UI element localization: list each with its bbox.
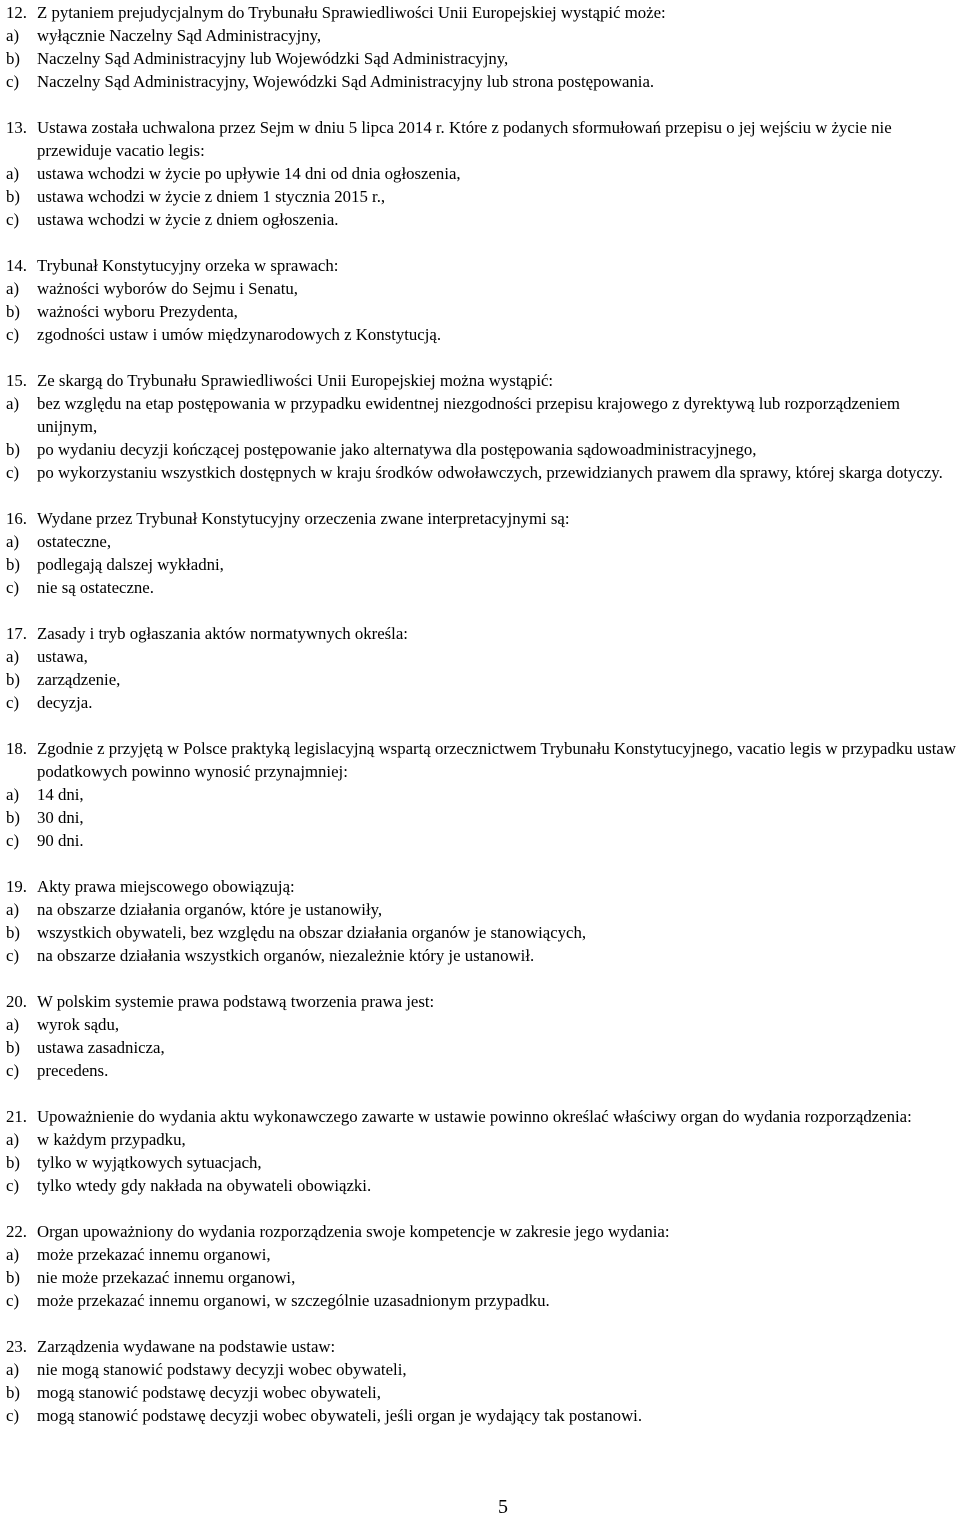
answer-option <box>6 162 960 185</box>
option-text: ważności wyboru Prezydenta, <box>37 302 238 321</box>
answer-option <box>6 1174 960 1197</box>
answer-option <box>6 461 960 484</box>
answer-option <box>6 553 960 576</box>
question-stem <box>6 875 960 898</box>
option-label: a) <box>6 1245 20 1264</box>
answer-option <box>6 530 960 553</box>
option-label: a) <box>6 1015 20 1034</box>
option-label: b) <box>6 808 20 827</box>
answer-option <box>6 438 960 461</box>
question-number: 20. <box>6 992 27 1011</box>
option-label: b) <box>6 1383 20 1402</box>
answer-option <box>6 323 960 346</box>
question-stem <box>6 990 960 1013</box>
question-number: 16. <box>6 509 27 528</box>
option-label: b) <box>6 1268 20 1287</box>
option-label: b) <box>6 555 20 574</box>
question-stem <box>6 369 960 392</box>
answer-option <box>6 668 960 691</box>
question-stem <box>6 507 960 530</box>
option-text: na obszarze działania organów, które je ustanowiły, <box>37 900 383 919</box>
option-label: c) <box>6 1291 20 1310</box>
question-text: Z pytaniem prejudycjalnym do Trybunału Sprawiedliwości Unii Europejskiej wystąpić może: <box>37 3 666 22</box>
answer-option <box>6 1059 960 1082</box>
option-text: po wykorzystaniu wszystkich dostępnych w kraju środków odwoławczych, przewidzianych prawem dla sprawy, której skarga dotyczy. <box>37 463 943 482</box>
question-stem <box>6 622 960 645</box>
option-label: a) <box>6 279 20 298</box>
answer-option <box>6 1036 960 1059</box>
question-stem <box>6 1220 960 1243</box>
answer-option <box>6 1381 960 1404</box>
question-item <box>6 116 960 231</box>
option-label: c) <box>6 831 20 850</box>
answer-option <box>6 1151 960 1174</box>
option-label: c) <box>6 210 20 229</box>
option-text: ustawa zasadnicza, <box>37 1038 165 1057</box>
option-text: po wydaniu decyzji kończącej postępowanie jako alternatywa dla postępowania sądowoadministracyjnego, <box>37 440 757 459</box>
question-text: Organ upoważniony do wydania rozporządzenia swoje kompetencje w zakresie jego wydania: <box>37 1222 670 1241</box>
option-text: nie są ostateczne. <box>37 578 154 597</box>
answer-option <box>6 300 960 323</box>
question-text: Zarządzenia wydawane na podstawie ustaw: <box>37 1337 336 1356</box>
answer-option <box>6 783 960 806</box>
answer-option <box>6 24 960 47</box>
question-text: Zasady i tryb ogłaszania aktów normatywnych określa: <box>37 624 408 643</box>
option-label: a) <box>6 1130 20 1149</box>
option-label: c) <box>6 578 20 597</box>
option-text: nie może przekazać innemu organowi, <box>37 1268 296 1287</box>
option-text: bez względu na etap postępowania w przypadku ewidentnej niezgodności przepisu krajowego z dyrektywą lub rozporządzeniem unijnym, <box>37 394 900 436</box>
answer-option <box>6 1266 960 1289</box>
answer-option <box>6 208 960 231</box>
option-text: tylko w wyjątkowych sytuacjach, <box>37 1153 262 1172</box>
question-text: Upoważnienie do wydania aktu wykonawczego zawarte w ustawie powinno określać właściwy organ do wydania rozporządzenia: <box>37 1107 912 1126</box>
option-text: wyrok sądu, <box>37 1015 120 1034</box>
answer-option <box>6 944 960 967</box>
option-label: b) <box>6 923 20 942</box>
question-text: Ustawa została uchwalona przez Sejm w dniu 5 lipca 2014 r. Które z podanych sformułowań przepisu o jej wejściu w życie nie przewiduje vacatio legis: <box>37 118 892 160</box>
question-number: 21. <box>6 1107 27 1126</box>
answer-option <box>6 829 960 852</box>
option-label: c) <box>6 1176 20 1195</box>
answer-option <box>6 47 960 70</box>
question-number: 18. <box>6 739 27 758</box>
option-text: może przekazać innemu organowi, w szczególnie uzasadnionym przypadku. <box>37 1291 550 1310</box>
option-text: podlegają dalszej wykładni, <box>37 555 224 574</box>
question-item <box>6 369 960 484</box>
option-text: 90 dni. <box>37 831 84 850</box>
question-text: Wydane przez Trybunał Konstytucyjny orzeczenia zwane interpretacyjnymi są: <box>37 509 570 528</box>
option-text: 30 dni, <box>37 808 84 827</box>
option-text: zarządzenie, <box>37 670 121 689</box>
question-stem <box>6 116 960 162</box>
question-number: 19. <box>6 877 27 896</box>
option-label: b) <box>6 302 20 321</box>
answer-option <box>6 1358 960 1381</box>
question-item <box>6 1220 960 1312</box>
option-label: a) <box>6 647 20 666</box>
option-text: Naczelny Sąd Administracyjny, Wojewódzki Sąd Administracyjny lub strona postępowania. <box>37 72 655 91</box>
option-label: a) <box>6 164 20 183</box>
question-item <box>6 1105 960 1197</box>
option-label: b) <box>6 49 20 68</box>
option-text: mogą stanowić podstawę decyzji wobec obywateli, jeśli organ je wydający tak postanowi. <box>37 1406 643 1425</box>
option-text: na obszarze działania wszystkich organów, niezależnie który je ustanowił. <box>37 946 535 965</box>
question-stem <box>6 1105 960 1128</box>
option-label: c) <box>6 463 20 482</box>
option-label: b) <box>6 1153 20 1172</box>
answer-option <box>6 70 960 93</box>
option-text: mogą stanowić podstawę decyzji wobec obywateli, <box>37 1383 381 1402</box>
question-number: 22. <box>6 1222 27 1241</box>
option-label: c) <box>6 946 20 965</box>
question-text: Trybunał Konstytucyjny orzeka w sprawach: <box>37 256 339 275</box>
question-number: 23. <box>6 1337 27 1356</box>
answer-option <box>6 1404 960 1427</box>
option-text: tylko wtedy gdy nakłada na obywateli obowiązki. <box>37 1176 372 1195</box>
page-number: 5 <box>498 1496 508 1518</box>
answer-option <box>6 921 960 944</box>
option-text: w każdym przypadku, <box>37 1130 186 1149</box>
answer-option <box>6 392 960 438</box>
question-item <box>6 507 960 599</box>
answer-option <box>6 277 960 300</box>
option-text: precedens. <box>37 1061 109 1080</box>
question-number: 17. <box>6 624 27 643</box>
option-label: a) <box>6 1360 20 1379</box>
question-number: 12. <box>6 3 27 22</box>
option-label: b) <box>6 1038 20 1057</box>
option-text: Naczelny Sąd Administracyjny lub Wojewódzki Sąd Administracyjny, <box>37 49 509 68</box>
option-text: ustawa wchodzi w życie z dniem 1 stycznia 2015 r., <box>37 187 386 206</box>
answer-option <box>6 645 960 668</box>
question-item <box>6 254 960 346</box>
option-label: c) <box>6 1061 20 1080</box>
question-number: 15. <box>6 371 27 390</box>
question-item <box>6 1 960 93</box>
option-text: 14 dni, <box>37 785 84 804</box>
question-stem <box>6 737 960 783</box>
answer-option <box>6 1013 960 1036</box>
answer-option <box>6 1243 960 1266</box>
option-label: a) <box>6 394 20 413</box>
answer-option <box>6 1128 960 1151</box>
option-text: ustawa, <box>37 647 88 666</box>
option-text: ustawa wchodzi w życie po upływie 14 dni od dnia ogłoszenia, <box>37 164 461 183</box>
option-text: wszystkich obywateli, bez względu na obszar działania organów je stanowiących, <box>37 923 587 942</box>
option-text: zgodności ustaw i umów międzynarodowych z Konstytucją. <box>37 325 442 344</box>
answer-option <box>6 1289 960 1312</box>
option-label: a) <box>6 900 20 919</box>
option-label: c) <box>6 693 20 712</box>
option-text: ostateczne, <box>37 532 112 551</box>
question-text: Akty prawa miejscowego obowiązują: <box>37 877 295 896</box>
question-text: W polskim systemie prawa podstawą tworzenia prawa jest: <box>37 992 435 1011</box>
question-text: Ze skargą do Trybunału Sprawiedliwości Unii Europejskiej można wystąpić: <box>37 371 554 390</box>
option-label: b) <box>6 440 20 459</box>
option-text: może przekazać innemu organowi, <box>37 1245 271 1264</box>
question-number: 13. <box>6 118 27 137</box>
option-label: c) <box>6 325 20 344</box>
option-text: nie mogą stanowić podstawy decyzji wobec obywateli, <box>37 1360 407 1379</box>
answer-option <box>6 576 960 599</box>
question-stem <box>6 1 960 24</box>
option-label: a) <box>6 785 20 804</box>
question-item <box>6 622 960 714</box>
option-label: b) <box>6 670 20 689</box>
option-text: wyłącznie Naczelny Sąd Administracyjny, <box>37 26 322 45</box>
answer-option <box>6 185 960 208</box>
option-text: ustawa wchodzi w życie z dniem ogłoszenia. <box>37 210 339 229</box>
question-text: Zgodnie z przyjętą w Polsce praktyką legislacyjną wspartą orzecznictwem Trybunału Konstytucyjnego, vacatio legis w przypadku ustaw podatkowych powinno wynosić przynajmniej: <box>37 739 956 781</box>
question-item <box>6 1335 960 1427</box>
answer-option <box>6 898 960 921</box>
option-text: ważności wyborów do Sejmu i Senatu, <box>37 279 299 298</box>
question-item <box>6 875 960 967</box>
question-number: 14. <box>6 256 27 275</box>
option-label: a) <box>6 532 20 551</box>
option-label: c) <box>6 1406 20 1425</box>
answer-option <box>6 691 960 714</box>
question-stem <box>6 254 960 277</box>
question-list <box>6 1 960 1450</box>
option-label: b) <box>6 187 20 206</box>
option-text: decyzja. <box>37 693 93 712</box>
question-stem <box>6 1335 960 1358</box>
answer-option <box>6 806 960 829</box>
option-label: c) <box>6 72 20 91</box>
question-item <box>6 737 960 852</box>
option-label: a) <box>6 26 20 45</box>
question-item <box>6 990 960 1082</box>
